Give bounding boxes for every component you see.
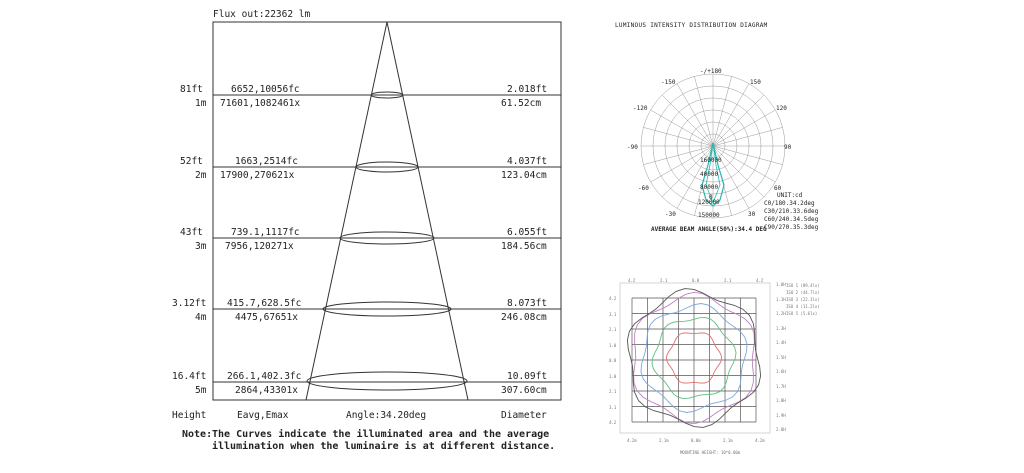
iso-tick-label: ISO 5 (5.6lx) xyxy=(786,311,818,316)
angle-label-150: 150 xyxy=(750,79,761,86)
iso-tick-label: 4.2m xyxy=(755,438,765,443)
angle-label-60: 60 xyxy=(774,185,782,192)
footer-height: Height xyxy=(172,410,207,421)
diameter-cm: 123.04cm xyxy=(501,170,547,181)
diameter-ft: 8.073ft xyxy=(507,298,548,309)
height-ft: 43ft xyxy=(180,227,203,238)
illum-fc: 6652,10056fc xyxy=(231,84,300,95)
diameter-ft: 6.055ft xyxy=(507,227,548,238)
illum-fc: 266.1,402.3fc xyxy=(227,371,302,382)
iso-tick-label: 1.0 xyxy=(609,373,617,379)
footer-angle: Angle:34.20deg xyxy=(346,410,427,421)
height-m: 5m xyxy=(195,385,207,396)
note-line-2: illumination when the luminaire is at different distance. xyxy=(212,441,556,452)
iso-tick-label: 1.9H xyxy=(776,412,786,418)
height-ft: 81ft xyxy=(180,84,203,95)
iso-tick-label: 4.2 xyxy=(628,278,636,283)
iso-tick-label: 0.0m xyxy=(691,438,701,443)
illum-fc: 1663,2514fc xyxy=(235,156,298,167)
height-m: 2m xyxy=(195,170,207,181)
iso-tick-label: 1.6H xyxy=(776,369,786,374)
diameter-cm: 61.52cm xyxy=(501,98,542,109)
height-ft: 3.12ft xyxy=(172,298,207,309)
iso-tick-label: 3.1 xyxy=(609,311,617,317)
height-ft: 52ft xyxy=(180,156,203,167)
beam-angle-label: AVERAGE BEAM ANGLE(50%):34.4 DEG xyxy=(651,226,767,233)
note-line-1: The Curves indicate the illuminated area and the average xyxy=(212,429,550,440)
iso-tick-label: 0.0 xyxy=(609,358,617,363)
polar-legend-item: C90/270.35.3deg xyxy=(764,224,819,231)
iso-tick-label: 1.5H xyxy=(776,354,786,360)
diameter-cm: 307.60cm xyxy=(501,385,547,396)
iso-tick-label: 1.8H xyxy=(776,398,786,403)
iso-tick-label: 2.1 xyxy=(660,278,668,283)
illum-fc: 739.1,1117fc xyxy=(231,227,300,238)
illum-lx: 71601,1082461x xyxy=(220,98,301,109)
iso-tick-label: ISO 3 (22.3lx) xyxy=(786,297,820,302)
iso-tick-label: 3.1 xyxy=(609,404,617,410)
iso-tick-label: 4.2 xyxy=(609,296,617,301)
iso-tick-label: 1.0 xyxy=(609,342,617,348)
radial-label: 80000 xyxy=(700,184,719,191)
iso-tick-label: 4.2 xyxy=(609,420,617,425)
height-ft: 16.4ft xyxy=(172,371,207,382)
angle-label-minus90: -90 xyxy=(627,144,638,151)
radial-label: 150000 xyxy=(698,212,720,219)
footer-eavg: Eavg,Emax xyxy=(237,410,289,421)
angle-label-minus60: -60 xyxy=(638,185,649,192)
iso-tick-label: ISO 2 (44.7lx) xyxy=(786,290,820,295)
iso-tick-label: 1.0H xyxy=(776,282,786,287)
radial-label: 160000 xyxy=(700,157,722,164)
polar-unit: UNIT:cd xyxy=(777,192,803,199)
diameter-ft: 10.09ft xyxy=(507,371,548,382)
iso-tick-label: 2.1 xyxy=(609,389,617,394)
diameter-ft: 4.037ft xyxy=(507,156,548,167)
iso-tick-label: 4.2m xyxy=(627,438,637,443)
iso-tick-label: 1.7H xyxy=(776,383,786,389)
angle-label-top: -/+180 xyxy=(700,68,722,75)
iso-tick-label: 0.0 xyxy=(692,278,700,283)
note-label: Note: xyxy=(182,429,213,440)
illum-lx: 2864,43301x xyxy=(235,385,298,396)
angle-label-30: 30 xyxy=(748,211,756,218)
polar-title: LUMINOUS INTENSITY DISTRIBUTION DIAGRAM xyxy=(615,22,768,29)
illum-lx: 17900,270621x xyxy=(220,170,295,181)
iso-tick-label: 4.2 xyxy=(756,278,764,283)
angle-label-minus150: -150 xyxy=(661,79,676,86)
footer-diameter: Diameter xyxy=(501,410,547,421)
iso-tick-label: 2.0H xyxy=(776,427,786,432)
illum-lx: 7956,120271x xyxy=(225,241,294,252)
angle-label-90: 90 xyxy=(784,144,792,151)
iso-tick-label: 2.1m xyxy=(659,438,669,443)
flux-out-label: Flux out:22362 lm xyxy=(213,9,311,20)
iso-tick-label: 1.4H xyxy=(776,340,786,345)
radial-label: 40000 xyxy=(700,171,719,178)
iso-tick-label: 2.1 xyxy=(724,278,732,283)
iso-tick-label: 1.1H xyxy=(776,296,786,302)
height-m: 1m xyxy=(195,98,207,109)
polar-legend-item: C60/240.34.5deg xyxy=(764,216,819,223)
iso-tick-label: 1.2H xyxy=(776,311,786,316)
iso-tick-label: ISO 1 (89.4lx) xyxy=(786,283,820,288)
angle-label-bottom: 0 xyxy=(709,194,713,201)
iso-caption: MOUNTING HEIGHT: 10*0.00m xyxy=(680,450,741,455)
radial-label: 120000 xyxy=(698,199,720,206)
iso-tick-label: ISO 4 (11.2lx) xyxy=(786,304,820,309)
diameter-cm: 184.56cm xyxy=(501,241,547,252)
height-m: 4m xyxy=(195,312,207,323)
polar-legend-item: C0/180.34.2deg xyxy=(764,200,815,207)
angle-label-minus120: -120 xyxy=(633,105,648,112)
polar-legend-item: C30/210.33.6deg xyxy=(764,208,819,215)
height-m: 3m xyxy=(195,241,207,252)
angle-label-minus30: -30 xyxy=(665,211,676,218)
iso-tick-label: 1.3H xyxy=(776,325,786,331)
diameter-ft: 2.018ft xyxy=(507,84,548,95)
iso-tick-label: 2.1 xyxy=(609,327,617,332)
diameter-cm: 246.08cm xyxy=(501,312,547,323)
angle-label-120: 120 xyxy=(776,105,787,112)
iso-tick-label: 2.1m xyxy=(723,438,733,443)
illum-lx: 4475,67651x xyxy=(235,312,298,323)
illum-fc: 415.7,628.5fc xyxy=(227,298,302,309)
